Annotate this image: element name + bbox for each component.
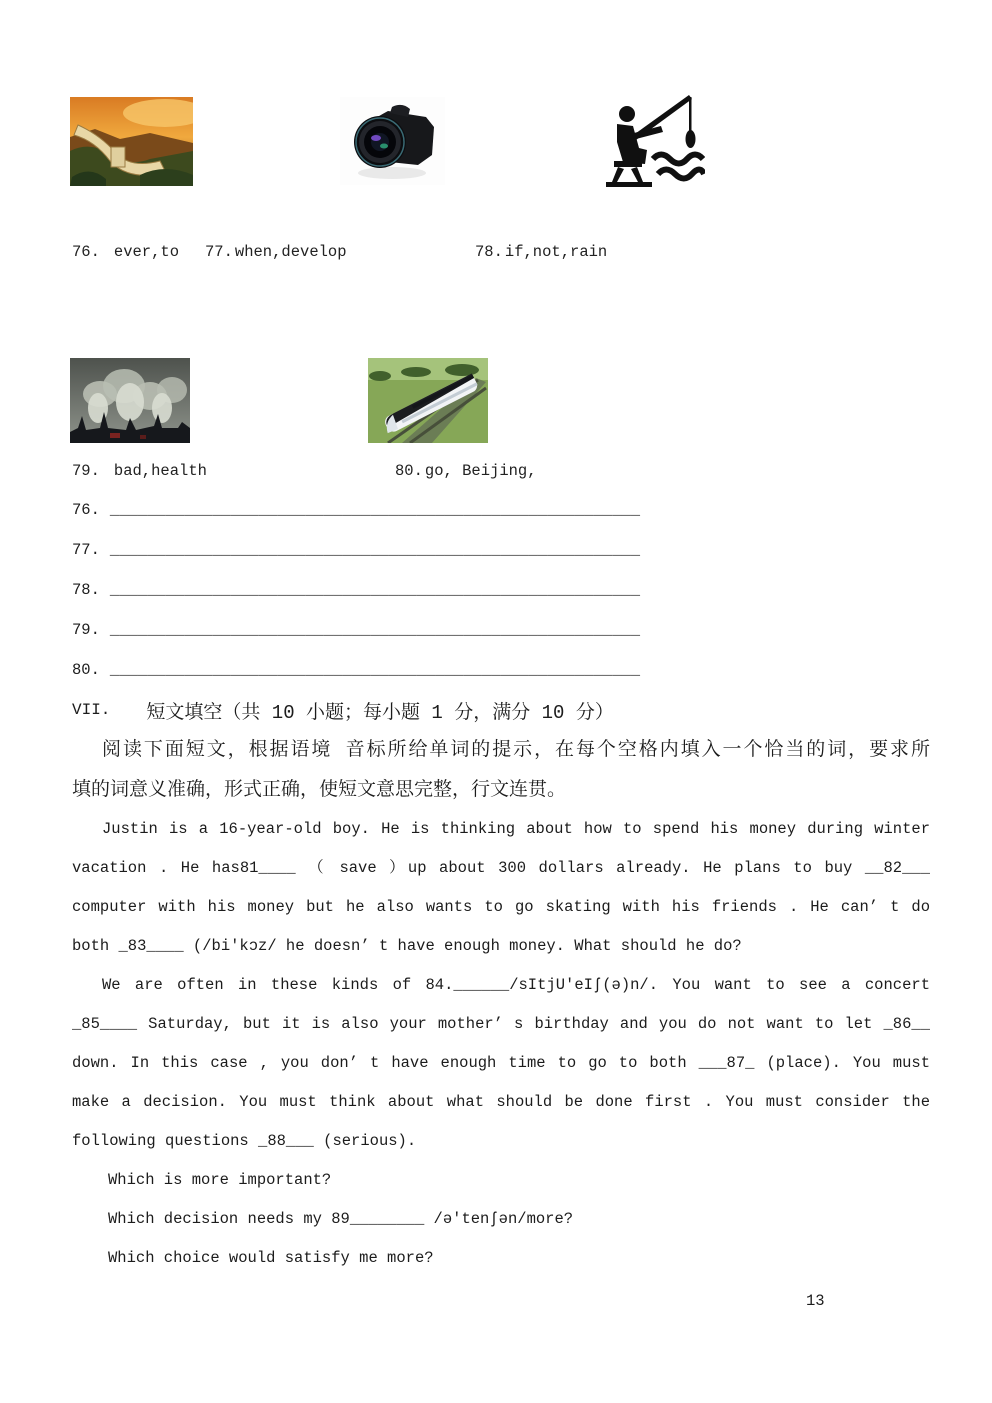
camera-photo <box>340 97 445 190</box>
caption-77-number: 77. <box>205 243 233 261</box>
answer-line: _________________________________________________________ <box>109 541 641 559</box>
passage-line: computer with his money but he also wants to go skating with his friends . He can’ t do <box>72 898 930 916</box>
answer-line: _________________________________________________________ <box>109 581 641 599</box>
answer-blank-76 <box>72 490 930 530</box>
caption-76-number: 76. <box>72 243 100 261</box>
section-title: 短文填空（共 10 小题；每小题 1 分，满分 10 分） <box>146 701 614 724</box>
answer-line: _________________________________________________________ <box>109 621 641 639</box>
passage-question: Which decision needs my 89________ /ə'tenʃən/more? <box>108 1210 574 1228</box>
caption-77 <box>205 243 347 261</box>
answer-line: _________________________________________________________ <box>109 661 641 679</box>
caption-78-number: 78. <box>475 243 503 261</box>
caption-79 <box>72 462 207 480</box>
great-wall-photo <box>70 97 193 191</box>
answer-number: 78. <box>72 581 100 599</box>
train-photo <box>368 358 488 448</box>
answer-number: 80. <box>72 661 100 679</box>
fishing-icon <box>603 90 705 195</box>
caption-78-words: if,not,rain <box>504 243 608 261</box>
answer-blank-78 <box>72 570 930 610</box>
passage-question: Which is more important? <box>108 1171 332 1189</box>
passage-line: down. In this case , you don’ t have enough time to go to both ___87_ (place). You must <box>72 1054 930 1072</box>
instruction-line-1: 阅读下面短文，根据语境 音标所给单词的提示，在每个空格内填入一个恰当的词，要求所 <box>102 739 930 761</box>
passage-question: Which choice would satisfy me more? <box>108 1249 434 1267</box>
answer-blank-80 <box>72 650 930 690</box>
passage-line: both _83____ (/bi'kɔz/ he doesn’ t have enough money. What should he do? <box>72 937 742 955</box>
answer-number: 77. <box>72 541 100 559</box>
section-header <box>72 690 930 730</box>
caption-80-words: go, Beijing, <box>424 462 537 480</box>
caption-78 <box>475 243 607 261</box>
caption-76-words: ever,to <box>113 243 180 261</box>
passage-line: _85____ Saturday, but it is also your mother’ s birthday and you do not want to let _86__ <box>72 1015 930 1033</box>
answer-line: _________________________________________________________ <box>109 501 641 519</box>
page-number: 13 <box>806 1292 825 1310</box>
caption-79-number: 79. <box>72 462 100 480</box>
page-content <box>72 490 930 1278</box>
passage-line: We are often in these kinds of 84.______/sItjU'eIʃ(ə)n/. You want to see a concert <box>102 976 930 994</box>
instruction-line-2: 填的词意义准确，形式正确，使短文意思完整，行文连贯。 <box>72 779 567 801</box>
answer-blank-79 <box>72 610 930 650</box>
caption-77-words: when,develop <box>234 243 347 261</box>
section-numeral: VII. <box>72 701 111 719</box>
answer-number: 76. <box>72 501 100 519</box>
answer-blank-77 <box>72 530 930 570</box>
pollution-photo <box>70 358 190 448</box>
passage-line: make a decision. You must think about what should be done first . You must consider the <box>72 1093 930 1111</box>
passage-line: vacation . He has81____ （ save ）up about 300 dollars already. He plans to buy __82___ <box>72 859 930 877</box>
answer-number: 79. <box>72 621 100 639</box>
caption-76 <box>72 243 179 261</box>
caption-80-number: 80. <box>395 462 423 480</box>
caption-80 <box>395 462 537 480</box>
passage-line: Justin is a 16-year-old boy. He is thinking about how to spend his money during winter <box>102 820 930 838</box>
caption-79-words: bad,health <box>113 462 207 480</box>
passage-line: following questions _88___ (serious). <box>72 1132 417 1150</box>
